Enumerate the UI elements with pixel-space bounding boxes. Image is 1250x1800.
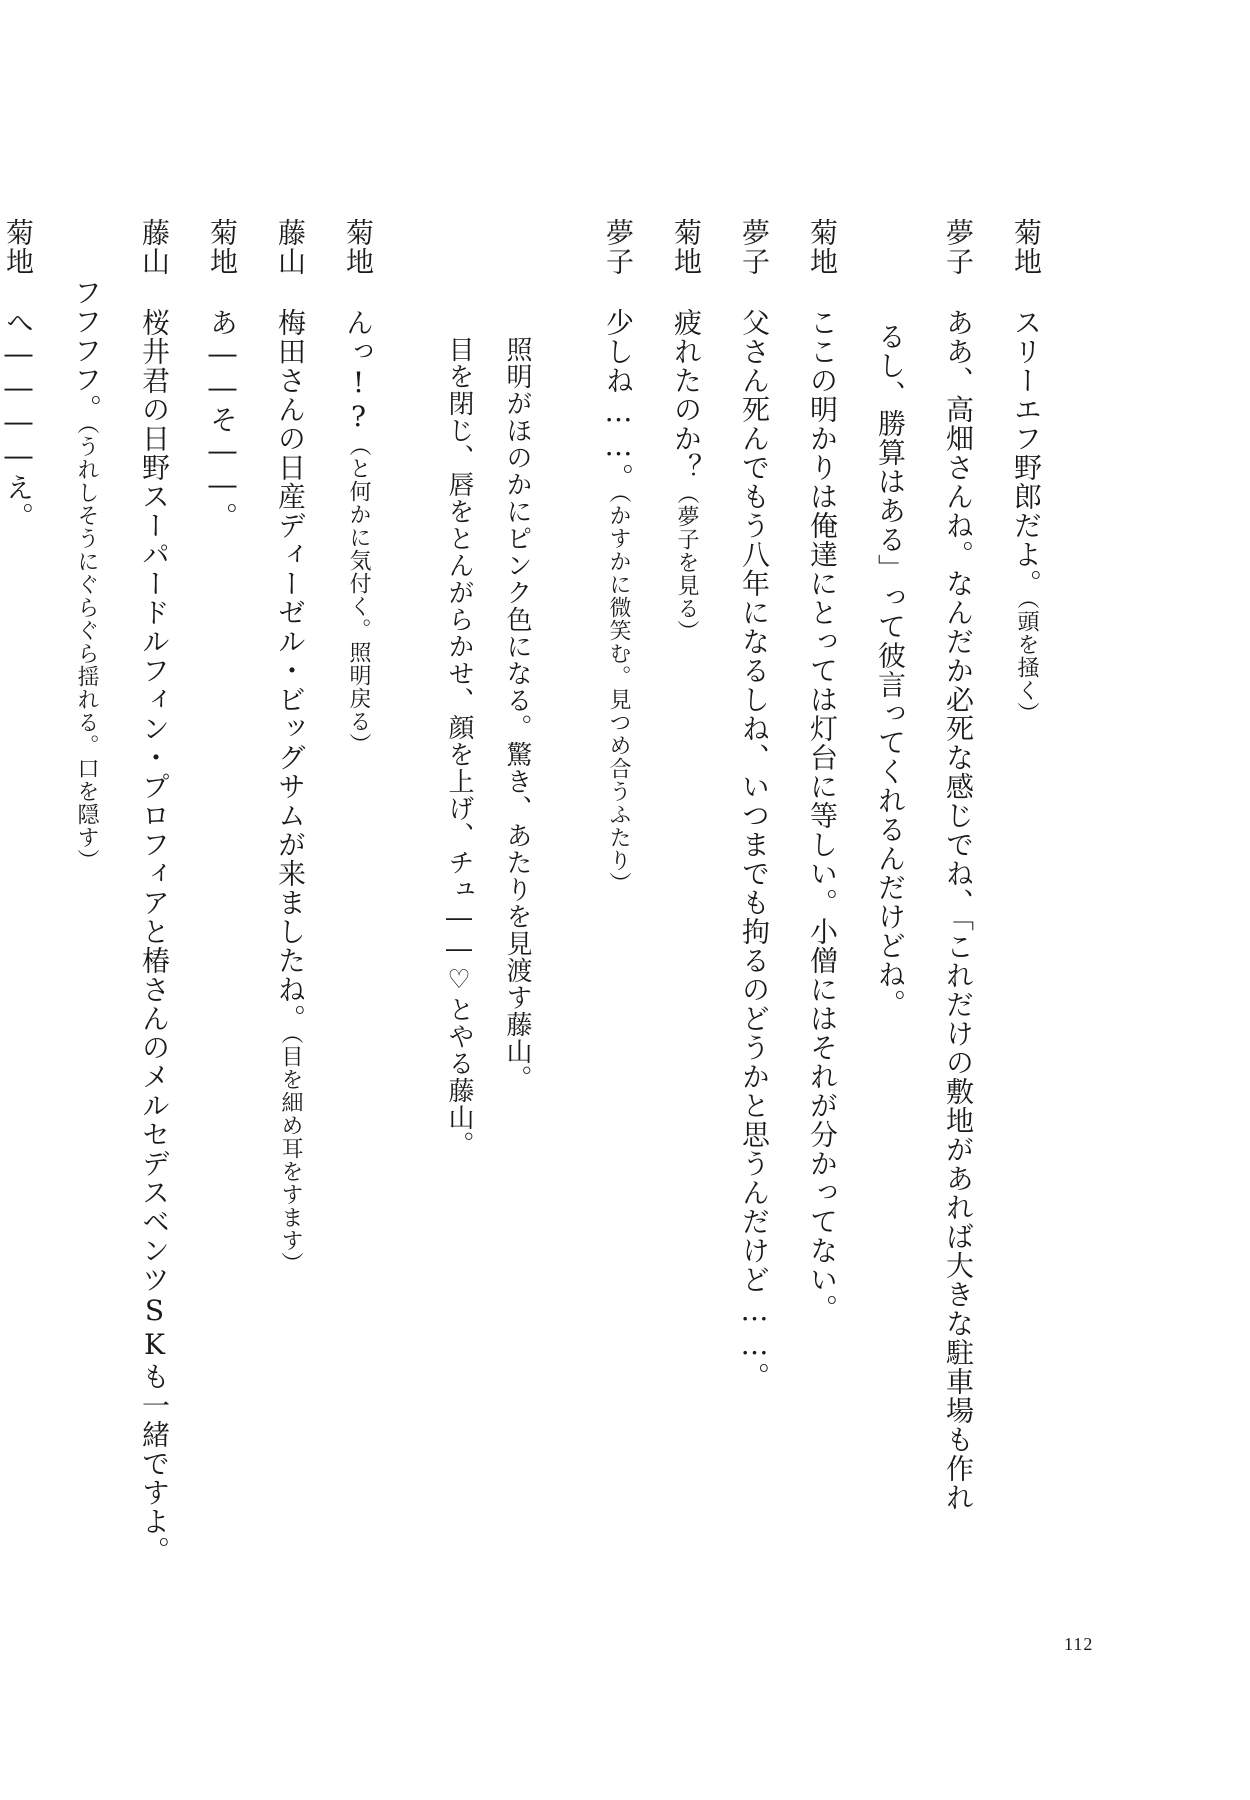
stage-direction-text: 目を閉じ、唇をとんがらかせ、顔を上げ、チュ――♡とやる藤山。 — [444, 336, 474, 1158]
script-line — [120, 218, 188, 1565]
script-line — [720, 218, 788, 1391]
script-line — [188, 218, 256, 531]
speaker-name: 菊地 — [342, 218, 375, 276]
dialogue-text: 父さん死んでもう八年になるしね、いつまでも拘るのどうかと思うんだけど……。 — [738, 308, 771, 1391]
script-line — [584, 218, 652, 895]
dialogue-text: るし、勝算はある」って彼言ってくれるんだけどね。 — [874, 322, 907, 1018]
dialogue-text: 桜井君の日野スーパードルフィン・プロフィアと椿さんのメルセデスベンツSKも一緒ですよ。 — [138, 308, 171, 1565]
dialogue-text: ああ、高畑さんね。なんだか必死な感じでね、「これだけの敷地があれば大きな駐車場も作れ — [942, 308, 975, 1512]
script-line — [256, 218, 324, 1275]
script-line — [992, 218, 1060, 725]
speaker-name: 夢子 — [602, 218, 635, 276]
dialogue-text: 疲れたのか？ — [670, 308, 703, 482]
script-line-continued — [856, 218, 924, 1018]
dialogue-text: ここの明かりは俺達にとっては灯台に等しい。小僧にはそれが分かってない。 — [806, 308, 839, 1323]
script-line — [0, 218, 52, 531]
stage-direction: （頭を掻く） — [1014, 598, 1039, 725]
speaker-name: 夢子 — [738, 218, 771, 276]
dialogue-text: んっ!? — [342, 308, 375, 434]
speaker-name: 夢子 — [942, 218, 975, 276]
stage-direction: （と何かに気付く。照明戻る） — [346, 434, 371, 756]
speaker-name: 菊地 — [670, 218, 703, 276]
script-line-continued — [52, 218, 120, 872]
speaker-name: 藤山 — [138, 218, 171, 276]
dialogue-text: フフフフ。 — [70, 278, 103, 423]
stage-direction-line — [430, 218, 488, 1158]
script-line — [924, 218, 992, 1512]
stage-direction: （夢子を見る） — [674, 482, 699, 643]
script-line — [652, 218, 720, 643]
stage-direction: （目を細め耳をすます） — [278, 1033, 303, 1275]
speaker-name: 藤山 — [274, 218, 307, 276]
dialogue-text: あ――そ――。 — [206, 308, 239, 531]
dialogue-text: へ――――え。 — [2, 308, 35, 531]
speaker-name: 菊地 — [206, 218, 239, 276]
speaker-name: 菊地 — [806, 218, 839, 276]
speaker-name: 菊地 — [1010, 218, 1043, 276]
stage-direction-text: 照明がほのかにピンク色になる。驚き、あたりを見渡す藤山。 — [502, 336, 532, 1092]
dialogue-text: 梅田さんの日産ディーゼル・ビッグサムが来ましたね。 — [274, 308, 307, 1033]
script-line — [788, 218, 856, 1323]
stage-direction: （かすかに微笑む。見つめ合うふたり） — [606, 492, 631, 895]
stage-direction: （うれしそうにぐらぐら揺れる。口を隠す） — [74, 423, 99, 872]
stage-direction-line — [488, 218, 546, 1092]
speaker-name: 菊地 — [2, 218, 35, 276]
dialogue-text: スリーエフ野郎だよ。 — [1010, 308, 1043, 598]
dialogue-text: 少しね……。 — [602, 308, 635, 492]
script-body — [0, 218, 1060, 1638]
script-line — [324, 218, 392, 756]
page-number: 112 — [1064, 1634, 1094, 1654]
